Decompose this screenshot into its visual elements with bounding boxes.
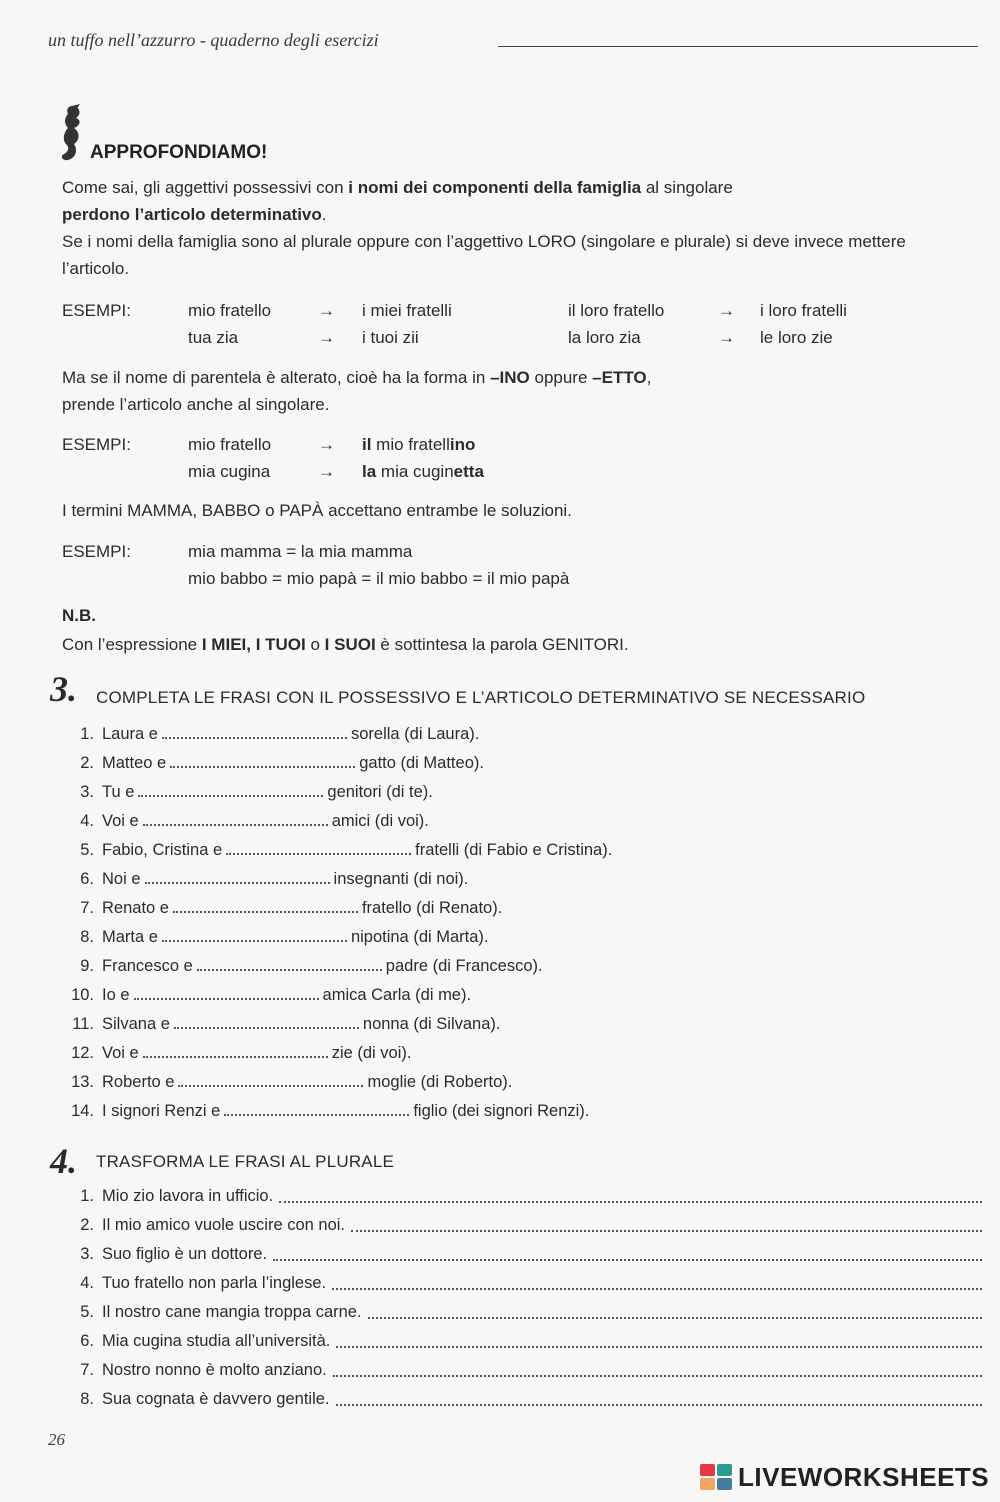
item-sentence: Sua cognata è davvero gentile. [102, 1390, 330, 1408]
item-number: 1. [80, 1187, 94, 1205]
arrow-icon: → [318, 328, 335, 347]
item-sentence: Tuo fratello non parla l’inglese. [102, 1274, 327, 1292]
item-number: 5. [80, 1303, 94, 1321]
answer-blank[interactable] [178, 1071, 363, 1087]
item-number: 8. [80, 1390, 94, 1408]
exercise-4-item [62, 1211, 982, 1240]
item-sentence: Nostro nonno è molto anziano. [102, 1361, 327, 1379]
item-number: 11. [72, 1015, 94, 1033]
exercise-3-item [62, 1010, 982, 1039]
answer-blank[interactable] [197, 955, 382, 971]
item-number: 12. [71, 1044, 94, 1062]
item-suffix: nipotina (di Marta). [350, 928, 489, 946]
esempi-label: ESEMPI: [62, 542, 131, 561]
item-number: 6. [80, 1332, 94, 1350]
item-number: 4. [80, 812, 94, 830]
item-suffix: moglie (di Roberto). [367, 1073, 513, 1091]
answer-line[interactable] [351, 1216, 982, 1232]
answer-blank[interactable] [173, 897, 358, 913]
exercise-3-item [62, 952, 982, 981]
answer-blank[interactable] [174, 1013, 359, 1029]
arrow-icon: → [718, 301, 735, 320]
liveworksheets-logo [700, 1462, 990, 1492]
mamma-paragraph: I termini MAMMA, BABBO o PAPÀ accettano entrambe le soluzioni. [62, 501, 572, 520]
item-number: 2. [80, 1216, 94, 1234]
answer-line[interactable] [279, 1187, 982, 1203]
item-suffix: genitori (di te). [327, 783, 433, 801]
item-suffix: amici (di voi). [331, 812, 429, 830]
exercise-4-number: 4. [50, 1141, 77, 1181]
item-prefix: I signori Renzi e [102, 1102, 221, 1120]
exercise-3-item [62, 807, 982, 836]
exercise-4-item [62, 1182, 982, 1211]
answer-blank[interactable] [162, 723, 347, 739]
item-number: 4. [80, 1274, 94, 1292]
exercise-3-item [62, 1068, 982, 1097]
item-suffix: nonna (di Silvana). [362, 1015, 501, 1033]
intro-paragraph: Come sai, gli aggettivi possessivi con i nomi dei componenti della famiglia al singolare perdono l’articolo determinativo. Se i nomi della famiglia sono al plurale oppure con l’aggettivo LORO (singolare e plurale) si deve invece mettere l’articolo. [62, 178, 906, 278]
item-number: 1. [80, 725, 94, 743]
answer-line[interactable] [333, 1361, 982, 1377]
answer-blank[interactable] [138, 781, 323, 797]
answer-blank[interactable] [170, 752, 355, 768]
item-suffix: sorella (di Laura). [350, 725, 480, 743]
item-prefix: Laura e [102, 725, 158, 743]
exercise-4-item [62, 1269, 982, 1298]
esempi-label: ESEMPI: [62, 301, 131, 320]
answer-line[interactable] [336, 1390, 983, 1406]
item-sentence: Mio zio lavora in ufficio. [102, 1187, 274, 1205]
section-title: APPROFONDIAMO! [90, 142, 268, 163]
answer-blank[interactable] [226, 839, 411, 855]
exercise-3-item [62, 923, 982, 952]
example-row: ESEMPI: mio fratello → il mio fratellino [62, 431, 962, 458]
answer-blank[interactable] [143, 810, 328, 826]
item-prefix: Voi e [102, 812, 139, 830]
exercise-3-item [62, 836, 982, 865]
answer-blank[interactable] [145, 868, 330, 884]
item-sentence: Il nostro cane mangia troppa carne. [102, 1303, 362, 1321]
arrow-icon: → [318, 301, 335, 320]
item-suffix: padre (di Francesco). [385, 957, 543, 975]
item-sentence: Mia cugina studia all’università. [102, 1332, 331, 1350]
exercise-3-item [62, 749, 982, 778]
item-number: 9. [80, 957, 94, 975]
exercise-4-item [62, 1240, 982, 1269]
exercise-4-item [62, 1327, 982, 1356]
exercise-3-title: COMPLETA LE FRASI CON IL POSSESSIVO E L’ARTICOLO DETERMINATIVO SE NECESSARIO [96, 688, 866, 707]
item-suffix: gatto (di Matteo). [359, 754, 484, 772]
example-row: ESEMPI: mia mamma = la mia mamma [62, 538, 962, 565]
item-prefix: Francesco e [102, 957, 193, 975]
exercise-3-item [62, 778, 982, 807]
example-row: mia cugina → la mia cuginetta [62, 458, 962, 485]
item-number: 8. [80, 928, 94, 946]
arrow-icon: → [318, 462, 335, 481]
seahorse-icon [50, 102, 90, 166]
example-row: tua zia → i tuoi zii la loro zia → le loro zie [62, 324, 962, 351]
nb-label: N.B. [62, 606, 96, 625]
exercise-4-title: TRASFORMA LE FRASI AL PLURALE [96, 1152, 395, 1171]
exercise-3-item [62, 1039, 982, 1068]
item-number: 7. [80, 1361, 94, 1379]
page-number: 26 [48, 1430, 65, 1449]
answer-blank[interactable] [143, 1042, 328, 1058]
item-prefix: Tu e [102, 783, 135, 801]
item-suffix: fratello (di Renato). [361, 899, 503, 917]
exercise-3-item [62, 1097, 982, 1126]
arrow-icon: → [718, 328, 735, 347]
item-prefix: Io e [102, 986, 130, 1004]
item-number: 3. [80, 1245, 94, 1263]
header-title: un tuffo nell’azzurro - quaderno degli esercizi [48, 30, 379, 50]
answer-blank[interactable] [224, 1100, 409, 1116]
item-suffix: insegnanti (di noi). [333, 870, 469, 888]
item-number: 5. [80, 841, 94, 859]
exercise-4-item [62, 1298, 982, 1327]
item-suffix: amica Carla (di me). [322, 986, 472, 1004]
nb-paragraph: Con l’espressione I MIEI, I TUOI o I SUOI è sottintesa la parola GENITORI. [62, 635, 629, 654]
example-row: ESEMPI: mio fratello → i miei fratelli il loro fratello → i loro fratelli [62, 297, 962, 324]
exercise-3-item [62, 981, 982, 1010]
item-suffix: zie (di voi). [331, 1044, 412, 1062]
exercise-3-item [62, 720, 982, 749]
item-number: 14. [71, 1102, 94, 1120]
item-number: 2. [80, 754, 94, 772]
item-prefix: Matteo e [102, 754, 167, 772]
item-sentence: Il mio amico vuole uscire con noi. [102, 1216, 346, 1234]
answer-blank[interactable] [162, 926, 347, 942]
item-prefix: Marta e [102, 928, 158, 946]
exercise-4-item [62, 1385, 982, 1414]
item-prefix: Fabio, Cristina e [102, 841, 223, 859]
answer-line[interactable] [368, 1303, 982, 1319]
item-number: 6. [80, 870, 94, 888]
exercise-3-number: 3. [50, 669, 77, 709]
exercise-3-item [62, 894, 982, 923]
esempi-label: ESEMPI: [62, 435, 131, 454]
item-number: 10. [71, 986, 94, 1004]
altered-noun-paragraph: Ma se il nome di parentela è alterato, cioè ha la forma in –INO oppure –ETTO, prende l’articolo anche al singolare. [62, 368, 652, 414]
exercise-3-item [62, 865, 982, 894]
item-prefix: Noi e [102, 870, 141, 888]
item-prefix: Roberto e [102, 1073, 175, 1091]
item-suffix: figlio (dei signori Renzi). [413, 1102, 590, 1120]
item-sentence: Suo figlio è un dottore. [102, 1245, 268, 1263]
item-number: 7. [80, 899, 94, 917]
logo-icon [700, 1462, 734, 1492]
answer-blank[interactable] [134, 984, 319, 1000]
arrow-icon: → [318, 435, 335, 454]
page-header [48, 30, 978, 60]
answer-line[interactable] [273, 1245, 982, 1261]
example-row: mio babbo = mio papà = il mio babbo = il mio papà [188, 569, 570, 588]
header-rule [498, 46, 978, 47]
answer-line[interactable] [336, 1332, 982, 1348]
item-number: 3. [80, 783, 94, 801]
exercise-4-item [62, 1356, 982, 1385]
item-suffix: fratelli (di Fabio e Cristina). [415, 841, 613, 859]
item-prefix: Renato e [102, 899, 169, 917]
answer-line[interactable] [332, 1274, 982, 1290]
logo-text: LIVEWORKSHEETS [738, 1462, 990, 1492]
item-number: 13. [71, 1073, 94, 1091]
item-prefix: Voi e [102, 1044, 139, 1062]
item-prefix: Silvana e [102, 1015, 170, 1033]
